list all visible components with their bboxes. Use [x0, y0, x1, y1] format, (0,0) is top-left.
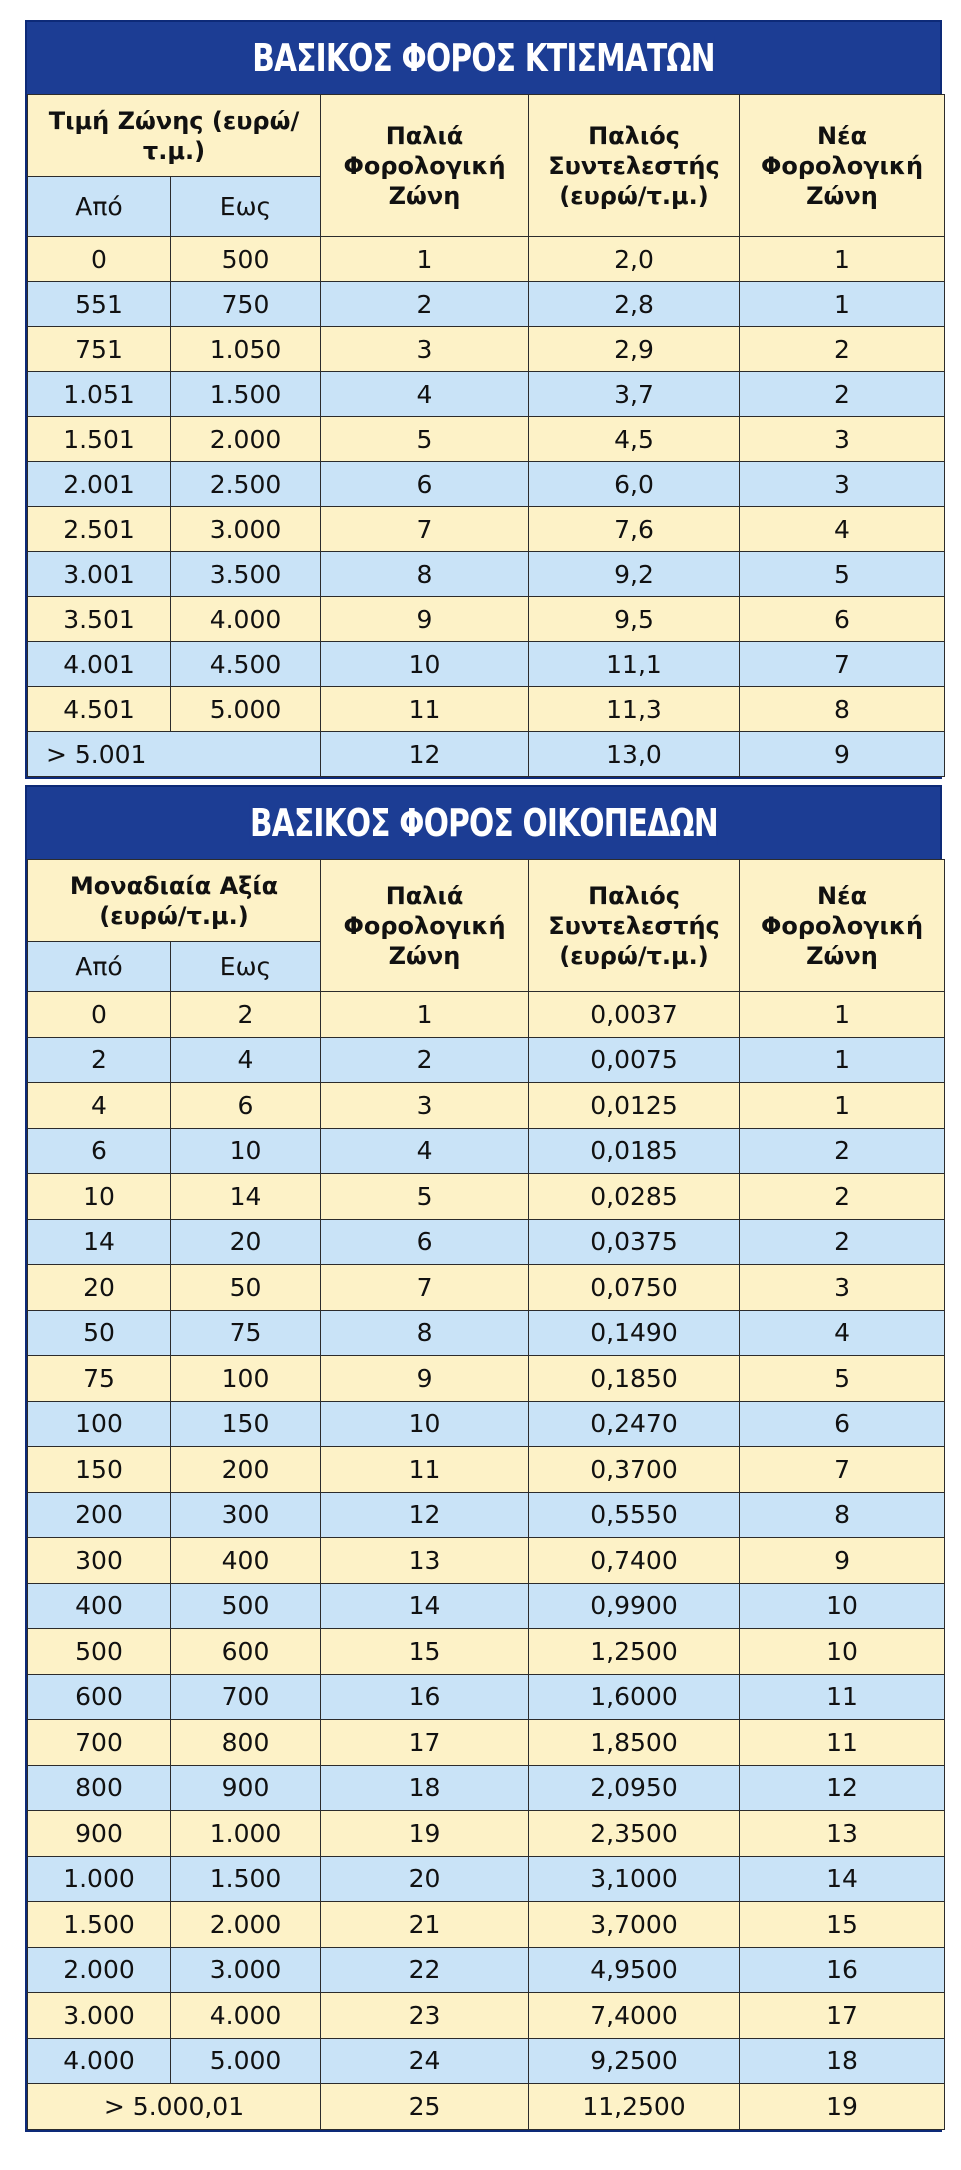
from-cell: 10	[28, 1174, 171, 1220]
old-zone-cell: 1	[321, 992, 529, 1038]
to-cell: 20	[171, 1219, 321, 1265]
from-cell: 551	[28, 282, 171, 327]
from-cell: 4.000	[28, 2038, 171, 2084]
page	[25, 20, 942, 2132]
to-cell: 4	[171, 1037, 321, 1083]
from-cell: 600	[28, 1674, 171, 1720]
new-zone-cell: 16	[740, 1947, 945, 1993]
table-row	[28, 1856, 945, 1902]
to-cell: 6	[171, 1083, 321, 1129]
from-cell: 1.051	[28, 372, 171, 417]
table-title: ΒΑΣΙΚΟΣ ΦΟΡΟΣ ΟΙΚΟΠΕΔΩΝ	[249, 801, 718, 845]
table-row	[28, 1174, 945, 1220]
old-zone-header: Παλιά Φορολογική Ζώνη	[321, 860, 529, 992]
old-rate-cell: 11,2500	[529, 2084, 740, 2130]
table-row	[28, 1447, 945, 1493]
table-row	[28, 2038, 945, 2084]
new-zone-cell: 2	[740, 1128, 945, 1174]
to-cell: 200	[171, 1447, 321, 1493]
from-cell: 2.501	[28, 507, 171, 552]
table-row	[28, 1765, 945, 1811]
to-cell: 1.000	[171, 1811, 321, 1857]
old-zone-cell: 10	[321, 1401, 529, 1447]
table-row	[28, 1674, 945, 1720]
from-cell: 100	[28, 1401, 171, 1447]
old-zone-cell: 10	[321, 642, 529, 687]
new-zone-cell: 6	[740, 1401, 945, 1447]
range-cell: > 5.001	[28, 732, 321, 777]
from-cell: 400	[28, 1583, 171, 1629]
from-cell: 20	[28, 1265, 171, 1311]
to-header: Εως	[171, 942, 321, 992]
from-cell: 2.000	[28, 1947, 171, 1993]
table-row	[28, 1265, 945, 1311]
old-rate-cell: 4,5	[529, 417, 740, 462]
from-cell: 14	[28, 1219, 171, 1265]
to-header: Εως	[171, 177, 321, 237]
range-cell: > 5.000,01	[28, 2084, 321, 2130]
old-rate-cell: 0,0185	[529, 1128, 740, 1174]
from-cell: 900	[28, 1811, 171, 1857]
table-row	[28, 1993, 945, 2039]
old-zone-cell: 12	[321, 1492, 529, 1538]
old-zone-header: Παλιά Φορολογική Ζώνη	[321, 95, 529, 237]
tax-table	[27, 859, 945, 2130]
new-zone-cell: 8	[740, 1492, 945, 1538]
to-cell: 50	[171, 1265, 321, 1311]
table-row	[28, 507, 945, 552]
table-row	[28, 1037, 945, 1083]
old-zone-cell: 5	[321, 1174, 529, 1220]
old-rate-cell: 4,9500	[529, 1947, 740, 1993]
from-cell: 3.001	[28, 552, 171, 597]
to-cell: 750	[171, 282, 321, 327]
new-zone-cell: 17	[740, 1993, 945, 2039]
new-zone-cell: 2	[740, 372, 945, 417]
old-rate-cell: 0,1850	[529, 1356, 740, 1402]
from-cell: 50	[28, 1310, 171, 1356]
from-cell: 150	[28, 1447, 171, 1493]
table-row	[28, 1902, 945, 1948]
from-cell: 1.000	[28, 1856, 171, 1902]
to-cell: 4.000	[171, 597, 321, 642]
old-rate-header: Παλιός Συντελεστής (ευρώ/τ.μ.)	[529, 95, 740, 237]
table-row-last	[28, 2084, 945, 2130]
from-cell: 0	[28, 237, 171, 282]
old-zone-cell: 16	[321, 1674, 529, 1720]
new-zone-cell: 3	[740, 417, 945, 462]
old-zone-cell: 22	[321, 1947, 529, 1993]
old-zone-cell: 3	[321, 327, 529, 372]
new-zone-cell: 1	[740, 992, 945, 1038]
table-row	[28, 1629, 945, 1675]
old-rate-cell: 1,6000	[529, 1674, 740, 1720]
new-zone-cell: 10	[740, 1583, 945, 1629]
from-cell: 4.501	[28, 687, 171, 732]
old-rate-cell: 3,7000	[529, 1902, 740, 1948]
table-row	[28, 1492, 945, 1538]
old-zone-cell: 9	[321, 1356, 529, 1402]
old-zone-cell: 3	[321, 1083, 529, 1129]
table-row	[28, 327, 945, 372]
to-cell: 75	[171, 1310, 321, 1356]
new-zone-header: Νέα Φορολογική Ζώνη	[740, 95, 945, 237]
tax-table	[27, 94, 945, 777]
from-cell: 2.001	[28, 462, 171, 507]
to-cell: 150	[171, 1401, 321, 1447]
old-rate-cell: 7,4000	[529, 1993, 740, 2039]
old-zone-cell: 23	[321, 1993, 529, 2039]
old-rate-cell: 0,1490	[529, 1310, 740, 1356]
from-cell: 0	[28, 992, 171, 1038]
to-cell: 600	[171, 1629, 321, 1675]
from-header: Από	[28, 177, 171, 237]
to-cell: 400	[171, 1538, 321, 1584]
old-zone-cell: 1	[321, 237, 529, 282]
table-row	[28, 1811, 945, 1857]
to-cell: 1.050	[171, 327, 321, 372]
from-cell: 3.000	[28, 1993, 171, 2039]
from-cell: 500	[28, 1629, 171, 1675]
from-cell: 4	[28, 1083, 171, 1129]
to-cell: 5.000	[171, 687, 321, 732]
new-zone-cell: 15	[740, 1902, 945, 1948]
to-cell: 1.500	[171, 372, 321, 417]
to-cell: 2	[171, 992, 321, 1038]
new-zone-cell: 1	[740, 1083, 945, 1129]
range-header: Μοναδιαία Αξία (ευρώ/τ.μ.)	[28, 860, 321, 942]
old-rate-cell: 9,2	[529, 552, 740, 597]
new-zone-cell: 5	[740, 1356, 945, 1402]
table-title-bar	[25, 20, 942, 94]
table-row	[28, 1219, 945, 1265]
table-row	[28, 372, 945, 417]
to-cell: 2.500	[171, 462, 321, 507]
table-row	[28, 1720, 945, 1766]
new-zone-cell: 11	[740, 1674, 945, 1720]
range-header: Τιμή Ζώνης (ευρώ/τ.μ.)	[28, 95, 321, 177]
old-zone-cell: 4	[321, 372, 529, 417]
old-zone-cell: 7	[321, 1265, 529, 1311]
new-zone-cell: 12	[740, 1765, 945, 1811]
old-zone-cell: 2	[321, 1037, 529, 1083]
table-row-last	[28, 732, 945, 777]
old-rate-cell: 2,0	[529, 237, 740, 282]
old-rate-cell: 0,0750	[529, 1265, 740, 1311]
table-row	[28, 642, 945, 687]
old-rate-cell: 0,7400	[529, 1538, 740, 1584]
new-zone-cell: 1	[740, 237, 945, 282]
table-row	[28, 597, 945, 642]
old-zone-cell: 19	[321, 1811, 529, 1857]
new-zone-cell: 9	[740, 732, 945, 777]
old-rate-cell: 0,0125	[529, 1083, 740, 1129]
old-zone-cell: 8	[321, 1310, 529, 1356]
old-rate-cell: 13,0	[529, 732, 740, 777]
to-cell: 700	[171, 1674, 321, 1720]
new-zone-cell: 2	[740, 1174, 945, 1220]
table-row	[28, 992, 945, 1038]
old-rate-cell: 7,6	[529, 507, 740, 552]
new-zone-cell: 3	[740, 462, 945, 507]
from-cell: 800	[28, 1765, 171, 1811]
old-zone-cell: 11	[321, 687, 529, 732]
new-zone-cell: 9	[740, 1538, 945, 1584]
buildings-tax-section	[25, 20, 942, 779]
old-zone-cell: 24	[321, 2038, 529, 2084]
from-cell: 300	[28, 1538, 171, 1584]
old-zone-cell: 6	[321, 1219, 529, 1265]
new-zone-cell: 10	[740, 1629, 945, 1675]
old-zone-cell: 4	[321, 1128, 529, 1174]
old-rate-cell: 3,7	[529, 372, 740, 417]
from-cell: 2	[28, 1037, 171, 1083]
old-rate-cell: 0,2470	[529, 1401, 740, 1447]
from-header: Από	[28, 942, 171, 992]
new-zone-cell: 2	[740, 1219, 945, 1265]
old-zone-cell: 5	[321, 417, 529, 462]
old-rate-header: Παλιός Συντελεστής (ευρώ/τ.μ.)	[529, 860, 740, 992]
old-rate-cell: 11,3	[529, 687, 740, 732]
to-cell: 500	[171, 1583, 321, 1629]
old-zone-cell: 9	[321, 597, 529, 642]
new-zone-cell: 19	[740, 2084, 945, 2130]
old-zone-cell: 14	[321, 1583, 529, 1629]
from-cell: 700	[28, 1720, 171, 1766]
old-zone-cell: 7	[321, 507, 529, 552]
old-rate-cell: 9,5	[529, 597, 740, 642]
old-rate-cell: 1,2500	[529, 1629, 740, 1675]
new-zone-cell: 3	[740, 1265, 945, 1311]
old-zone-cell: 11	[321, 1447, 529, 1493]
new-zone-cell: 14	[740, 1856, 945, 1902]
old-rate-cell: 0,0285	[529, 1174, 740, 1220]
new-zone-cell: 8	[740, 687, 945, 732]
to-cell: 2.000	[171, 1902, 321, 1948]
from-cell: 751	[28, 327, 171, 372]
to-cell: 3.000	[171, 1947, 321, 1993]
new-zone-cell: 5	[740, 552, 945, 597]
to-cell: 3.000	[171, 507, 321, 552]
from-cell: 200	[28, 1492, 171, 1538]
old-zone-cell: 17	[321, 1720, 529, 1766]
old-rate-cell: 3,1000	[529, 1856, 740, 1902]
from-cell: 3.501	[28, 597, 171, 642]
new-zone-cell: 4	[740, 507, 945, 552]
new-zone-cell: 2	[740, 327, 945, 372]
from-cell: 75	[28, 1356, 171, 1402]
old-rate-cell: 2,9	[529, 327, 740, 372]
table-row	[28, 1538, 945, 1584]
to-cell: 14	[171, 1174, 321, 1220]
to-cell: 100	[171, 1356, 321, 1402]
old-rate-cell: 2,0950	[529, 1765, 740, 1811]
old-rate-cell: 2,8	[529, 282, 740, 327]
new-zone-cell: 4	[740, 1310, 945, 1356]
from-cell: 1.501	[28, 417, 171, 462]
old-zone-cell: 2	[321, 282, 529, 327]
to-cell: 4.500	[171, 642, 321, 687]
old-rate-cell: 9,2500	[529, 2038, 740, 2084]
table-row	[28, 552, 945, 597]
old-rate-cell: 2,3500	[529, 1811, 740, 1857]
table-row	[28, 1583, 945, 1629]
from-cell: 6	[28, 1128, 171, 1174]
old-rate-cell: 0,5550	[529, 1492, 740, 1538]
old-rate-cell: 0,0037	[529, 992, 740, 1038]
old-rate-cell: 11,1	[529, 642, 740, 687]
table-row	[28, 417, 945, 462]
table-row	[28, 1310, 945, 1356]
to-cell: 3.500	[171, 552, 321, 597]
table-title-bar	[25, 785, 942, 859]
to-cell: 2.000	[171, 417, 321, 462]
table-row	[28, 1401, 945, 1447]
to-cell: 500	[171, 237, 321, 282]
from-cell: 4.001	[28, 642, 171, 687]
table-row	[28, 1947, 945, 1993]
to-cell: 1.500	[171, 1856, 321, 1902]
old-zone-cell: 18	[321, 1765, 529, 1811]
new-zone-cell: 1	[740, 282, 945, 327]
new-zone-cell: 7	[740, 1447, 945, 1493]
old-zone-cell: 25	[321, 2084, 529, 2130]
plots-tax-section	[25, 785, 942, 2132]
old-zone-cell: 12	[321, 732, 529, 777]
table-title: ΒΑΣΙΚΟΣ ΦΟΡΟΣ ΚΤΙΣΜΑΤΩΝ	[252, 36, 715, 80]
new-zone-cell: 11	[740, 1720, 945, 1766]
old-zone-cell: 20	[321, 1856, 529, 1902]
table-row	[28, 282, 945, 327]
old-rate-cell: 6,0	[529, 462, 740, 507]
old-zone-cell: 8	[321, 552, 529, 597]
new-zone-cell: 1	[740, 1037, 945, 1083]
new-zone-header: Νέα Φορολογική Ζώνη	[740, 860, 945, 992]
old-rate-cell: 0,0375	[529, 1219, 740, 1265]
from-cell: 1.500	[28, 1902, 171, 1948]
to-cell: 300	[171, 1492, 321, 1538]
old-rate-cell: 1,8500	[529, 1720, 740, 1766]
table-row	[28, 1356, 945, 1402]
old-zone-cell: 21	[321, 1902, 529, 1948]
table-row	[28, 462, 945, 507]
new-zone-cell: 13	[740, 1811, 945, 1857]
old-rate-cell: 0,9900	[529, 1583, 740, 1629]
table-row	[28, 1083, 945, 1129]
old-rate-cell: 0,3700	[529, 1447, 740, 1493]
to-cell: 4.000	[171, 1993, 321, 2039]
to-cell: 900	[171, 1765, 321, 1811]
table-row	[28, 237, 945, 282]
table-row	[28, 1128, 945, 1174]
to-cell: 800	[171, 1720, 321, 1766]
to-cell: 5.000	[171, 2038, 321, 2084]
table-row	[28, 687, 945, 732]
old-zone-cell: 6	[321, 462, 529, 507]
new-zone-cell: 6	[740, 597, 945, 642]
old-zone-cell: 13	[321, 1538, 529, 1584]
new-zone-cell: 7	[740, 642, 945, 687]
old-rate-cell: 0,0075	[529, 1037, 740, 1083]
new-zone-cell: 18	[740, 2038, 945, 2084]
old-zone-cell: 15	[321, 1629, 529, 1675]
to-cell: 10	[171, 1128, 321, 1174]
